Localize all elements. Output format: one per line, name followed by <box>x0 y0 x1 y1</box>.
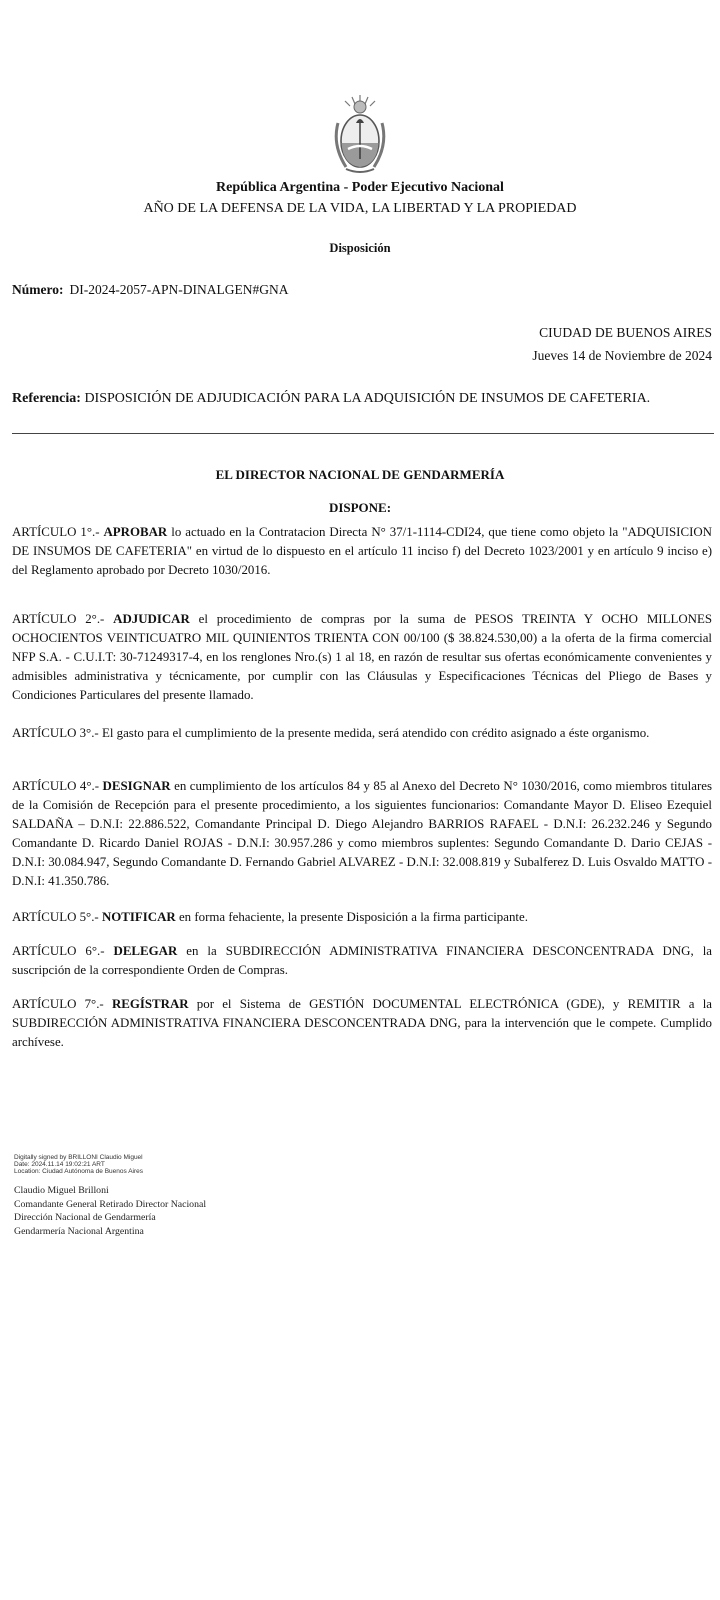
document-number-value: DI-2024-2057-APN-DINALGEN#GNA <box>69 282 289 297</box>
government-header: República Argentina - Poder Ejecutivo Nacional <box>216 180 504 195</box>
dispone-heading: DISPONE: <box>328 500 392 515</box>
document-date: Jueves 14 de Noviembre de 2024 <box>532 348 712 363</box>
article-prefix: ARTÍCULO 4°.- <box>12 779 103 793</box>
article-text: en cumplimiento de los artículos 84 y 85 al Anexo del Decreto N° 1030/2016, como miembros titulares de la Comisión de Recepción para el presente procedimiento, a los siguientes funcionarios: Comandante Mayor D. Eliseo Ezequiel SALDAÑA – D.N.I: 22.886.522, Comandante Principal D. Diego Alejandro BARRIOS RAFAEL - D.N.I: 26.232.246 y Segundo Comandante D. Ricardo Daniel ROJAS - D.N.I: 30.957.286 y como miembros suplentes: Segundo Comandante D. Dario CEJAS - D.N.I: 30.084.947, Segundo Comandante D. Fernando Gabriel ALVAREZ - D.N.I: 32.008.819 y Subalferez D. Luis Osvaldo MATTO - D.N.I: 41.350.786. <box>12 779 712 888</box>
article-4 <box>12 777 712 891</box>
article-text: en forma fehaciente, la presente Disposición a la firma participante. <box>175 910 528 924</box>
signatory-office: Dirección Nacional de Gendarmería <box>14 1212 156 1223</box>
article-1 <box>12 523 712 580</box>
signature-signer-line: Digitally signed by BRILLONI Claudio Miguel <box>14 1154 143 1161</box>
article-prefix: ARTÍCULO 3°.- <box>12 726 102 740</box>
article-7 <box>12 995 712 1052</box>
signature-location-line: Location: Ciudad Autónoma de Buenos Aires <box>14 1168 144 1175</box>
article-text: en la SUBDIRECCIÓN ADMINISTRATIVA FINANCIERA DESCONCENTRADA DNG, la suscripción de la correspondiente Orden de Compras. <box>12 944 713 977</box>
digital-signature-stamp <box>14 1154 143 1175</box>
article-prefix: ARTÍCULO 7°.- <box>12 997 112 1011</box>
reference-text: DISPOSICIÓN DE ADJUDICACIÓN PARA LA ADQUISICIÓN DE INSUMOS DE CAFETERIA. <box>84 391 651 406</box>
article-keyword: REGÍSTRAR <box>111 997 189 1011</box>
article-text: por el Sistema de GESTIÓN DOCUMENTAL ELECTRÓNICA (GDE), y REMITIR a la SUBDIRECCIÓN ADMINISTRATIVA FINANCIERA DESCONCENTRADA DNG, para la intervención que le compete. Cumplido archívese. <box>12 997 713 1049</box>
place: CIUDAD DE BUENOS AIRES <box>539 325 712 340</box>
article-6 <box>12 942 712 980</box>
signatory-organization: Gendarmería Nacional Argentina <box>14 1225 144 1237</box>
article-text: lo actuado en la Contratacion Directa N° 37/1-1114-CDI24, que tiene como objeto la "ADQUISICION DE INSUMOS DE CAFETERIA" en virtud de lo dispuesto en el artículo 11 inciso f) del Decreto 1023/2001 y en artículo 9 inciso e) del Reglamento aprobado por Decreto 1030/2016. <box>12 525 712 577</box>
article-3 <box>12 724 712 743</box>
article-keyword: NOTIFICAR <box>101 910 176 924</box>
article-5 <box>12 908 712 927</box>
signature-date-line: Date: 2024.11.14 19:02:21 ART <box>14 1161 105 1168</box>
year-motto: AÑO DE LA DEFENSA DE LA VIDA, LA LIBERTAD Y LA PROPIEDAD <box>143 201 577 216</box>
article-keyword: ADJUDICAR <box>113 612 190 626</box>
issuer-heading: EL DIRECTOR NACIONAL DE GENDARMERÍA <box>215 467 505 482</box>
article-text: El gasto para el cumplimiento de la presente medida, será atendido con crédito asignado a éste organismo. <box>101 726 650 740</box>
article-prefix: ARTÍCULO 2°.- <box>12 612 114 626</box>
reference <box>12 389 702 408</box>
signatory-name: Claudio Miguel Brilloni <box>14 1185 109 1196</box>
divider <box>12 433 714 434</box>
article-keyword: DELEGAR <box>113 944 178 958</box>
document-number-label: Número: <box>12 282 64 297</box>
article-text: el procedimiento de compras por la suma de PESOS TREINTA Y OCHO MILLONES OCHOCIENTOS VEINTICUATRO MIL QUINIENTOS TRIENTA CON 00/100 ($ 38.824.530,00) a la oferta de la firma comercial NFP S.A. - C.U.I.T: 30-71249317-4, en los renglones Nro.(s) 1 al 18, en razón de resultar sus ofertas económicamente convenientes y admisibles administrativa y técnicamente, por cumplir con las Cláusulas y Especificaciones Técnicas del Pliego de Bases y Condiciones Particulares del presente llamado. <box>12 612 712 702</box>
article-keyword: DESIGNAR <box>102 779 171 793</box>
national-coat-of-arms-icon <box>330 93 390 177</box>
article-2 <box>12 610 712 705</box>
document-type: Disposición <box>329 241 391 255</box>
article-prefix: ARTÍCULO 1°.- <box>12 525 104 539</box>
signatory-title: Comandante General Retirado Director Nacional <box>14 1198 207 1210</box>
article-keyword: APROBAR <box>103 525 168 539</box>
reference-label: Referencia: <box>12 391 81 406</box>
article-prefix: ARTÍCULO 5°.- <box>12 910 102 924</box>
article-prefix: ARTÍCULO 6°.- <box>12 944 114 958</box>
document-number <box>12 282 288 298</box>
signatory-block <box>14 1184 206 1238</box>
